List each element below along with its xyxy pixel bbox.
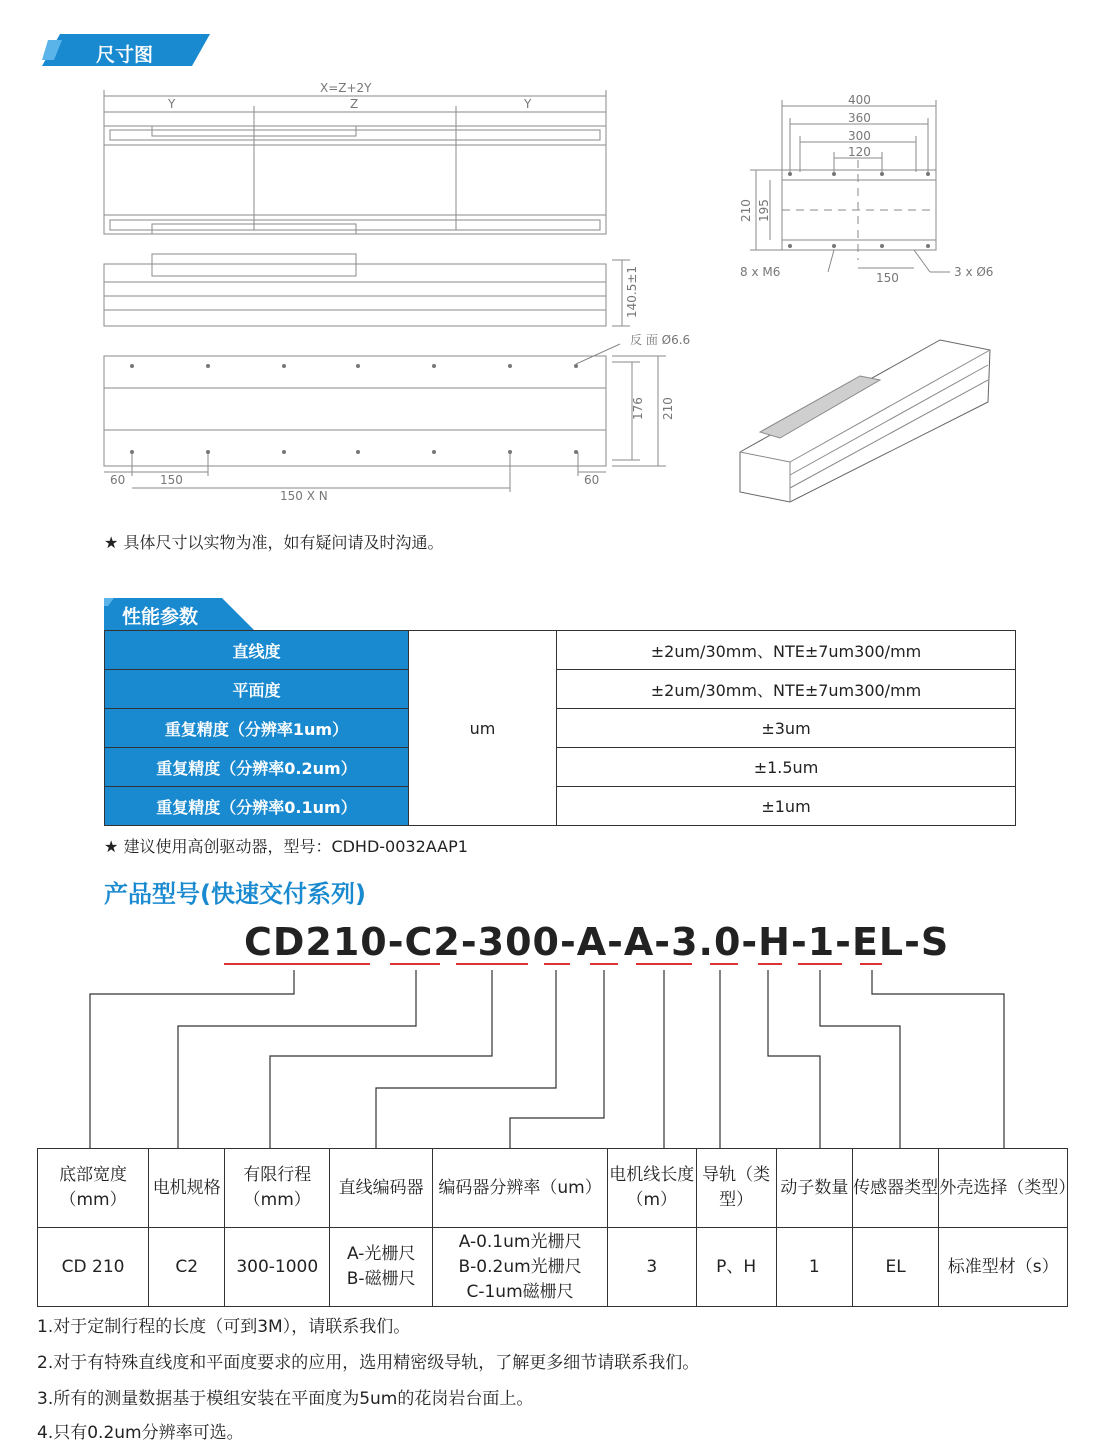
spec-header: 电机线长度（m） xyxy=(608,1149,696,1228)
perf-value: ±1.5um xyxy=(557,748,1016,787)
dim-210-bottom: 210 xyxy=(661,397,675,420)
dim-150: 150 xyxy=(160,473,183,487)
dim-120: 120 xyxy=(848,145,871,159)
footnote: 1.对于定制行程的长度（可到3M），请联系我们。 xyxy=(37,1317,411,1337)
dim-3d6: 3 x Ø6 xyxy=(954,265,994,279)
spec-header: 动子数量 xyxy=(776,1149,852,1228)
spec-header: 有限行程（mm） xyxy=(225,1149,330,1228)
perf-value: ±2um/30mm、NTE±7um300/mm xyxy=(557,670,1016,709)
table-row xyxy=(105,631,1016,670)
performance-table xyxy=(104,630,1016,826)
asterisk-icon: ★ xyxy=(104,837,119,856)
spec-table xyxy=(37,1148,1076,1307)
spec-value: 3 xyxy=(608,1228,696,1307)
dimension-note: 具体尺寸以实物为准，如有疑问请及时沟通。 xyxy=(123,533,444,552)
dim-60-right: 60 xyxy=(584,473,600,487)
table-row xyxy=(105,748,1016,787)
spec-value: CD 210 xyxy=(38,1228,149,1307)
perf-value: ±3um xyxy=(557,709,1016,748)
spec-header: 电机规格 xyxy=(149,1149,225,1228)
dim-end-195: 195 xyxy=(757,199,771,222)
perf-label: 直线度 xyxy=(105,631,409,670)
dim-side-height: 140.5±1 xyxy=(625,265,639,318)
spec-header: 外壳选择（类型） xyxy=(939,1149,1068,1228)
model-connector-lines xyxy=(0,955,1100,1150)
dim-176: 176 xyxy=(631,397,645,420)
spec-value: 1 xyxy=(776,1228,852,1307)
asterisk-icon: ★ xyxy=(104,533,119,552)
footnote: 3.所有的测量数据基于模组安装在平面度为5um的花岗岩台面上。 xyxy=(37,1389,534,1409)
dim-300: 300 xyxy=(848,129,871,143)
performance-title: 性能参数 xyxy=(122,606,199,628)
spec-value-row xyxy=(38,1228,1068,1307)
dim-8m6: 8 x M6 xyxy=(740,265,781,279)
footnote: 4.只有0.2um分辨率可选。 xyxy=(37,1423,244,1443)
spec-value: 300-1000 xyxy=(225,1228,330,1307)
footnote: 2.对于有特殊直线度和平面度要求的应用，选用精密级导轨，了解更多细节请联系我们。 xyxy=(37,1353,700,1373)
spec-header: 传感器类型 xyxy=(852,1149,938,1228)
model-code: CD210-C2-300-A-A-3.0-H-1-EL-S xyxy=(244,920,950,964)
section-title-dimensions: 尺寸图 xyxy=(96,44,154,66)
spec-value: EL xyxy=(852,1228,938,1307)
spec-header-row xyxy=(38,1149,1068,1228)
spec-value: P、H xyxy=(696,1228,776,1307)
dim-400: 400 xyxy=(848,93,871,107)
perf-label: 重复精度（分辨率0.2um） xyxy=(105,748,409,787)
dim-y-left: Y xyxy=(168,97,176,111)
spec-header: 编码器分辨率（um） xyxy=(433,1149,608,1228)
spec-header: 直线编码器 xyxy=(330,1149,433,1228)
dim-z: Z xyxy=(350,97,359,111)
table-row xyxy=(105,670,1016,709)
perf-label: 平面度 xyxy=(105,670,409,709)
spec-value: A-光栅尺 B-磁栅尺 xyxy=(330,1228,433,1307)
dim-60-left: 60 xyxy=(110,473,126,487)
dim-360: 360 xyxy=(848,111,871,125)
dim-total: X=Z+2Y xyxy=(320,81,372,95)
perf-unit: um xyxy=(409,631,557,826)
technical-drawing xyxy=(0,70,1100,510)
perf-value: ±2um/30mm、NTE±7um300/mm xyxy=(557,631,1016,670)
perf-value: ±1um xyxy=(557,787,1016,826)
spec-value: A-0.1um光栅尺 B-0.2um光栅尺 C-1um磁栅尺 xyxy=(433,1228,608,1307)
spec-value: 标准型材（s） xyxy=(939,1228,1068,1307)
model-section-title: 产品型号(快速交付系列) xyxy=(104,880,366,908)
perf-label: 重复精度（分辨率1um） xyxy=(105,709,409,748)
dimension-note-row xyxy=(104,530,443,553)
dim-end-150: 150 xyxy=(876,271,899,285)
table-row xyxy=(105,787,1016,826)
perf-label: 重复精度（分辨率0.1um） xyxy=(105,787,409,826)
spec-value: C2 xyxy=(149,1228,225,1307)
spec-header: 导轨（类型） xyxy=(696,1149,776,1228)
dim-back-hole: 反 面 Ø6.6 xyxy=(630,333,691,347)
performance-note-row xyxy=(104,834,468,857)
dim-end-210: 210 xyxy=(739,199,753,222)
dim-y-right: Y xyxy=(524,97,532,111)
table-row xyxy=(105,709,1016,748)
performance-note: 建议使用高创驱动器，型号：CDHD-0032AAP1 xyxy=(123,837,468,856)
spec-header: 底部宽度（mm） xyxy=(38,1149,149,1228)
dim-150xn: 150 X N xyxy=(280,489,328,503)
